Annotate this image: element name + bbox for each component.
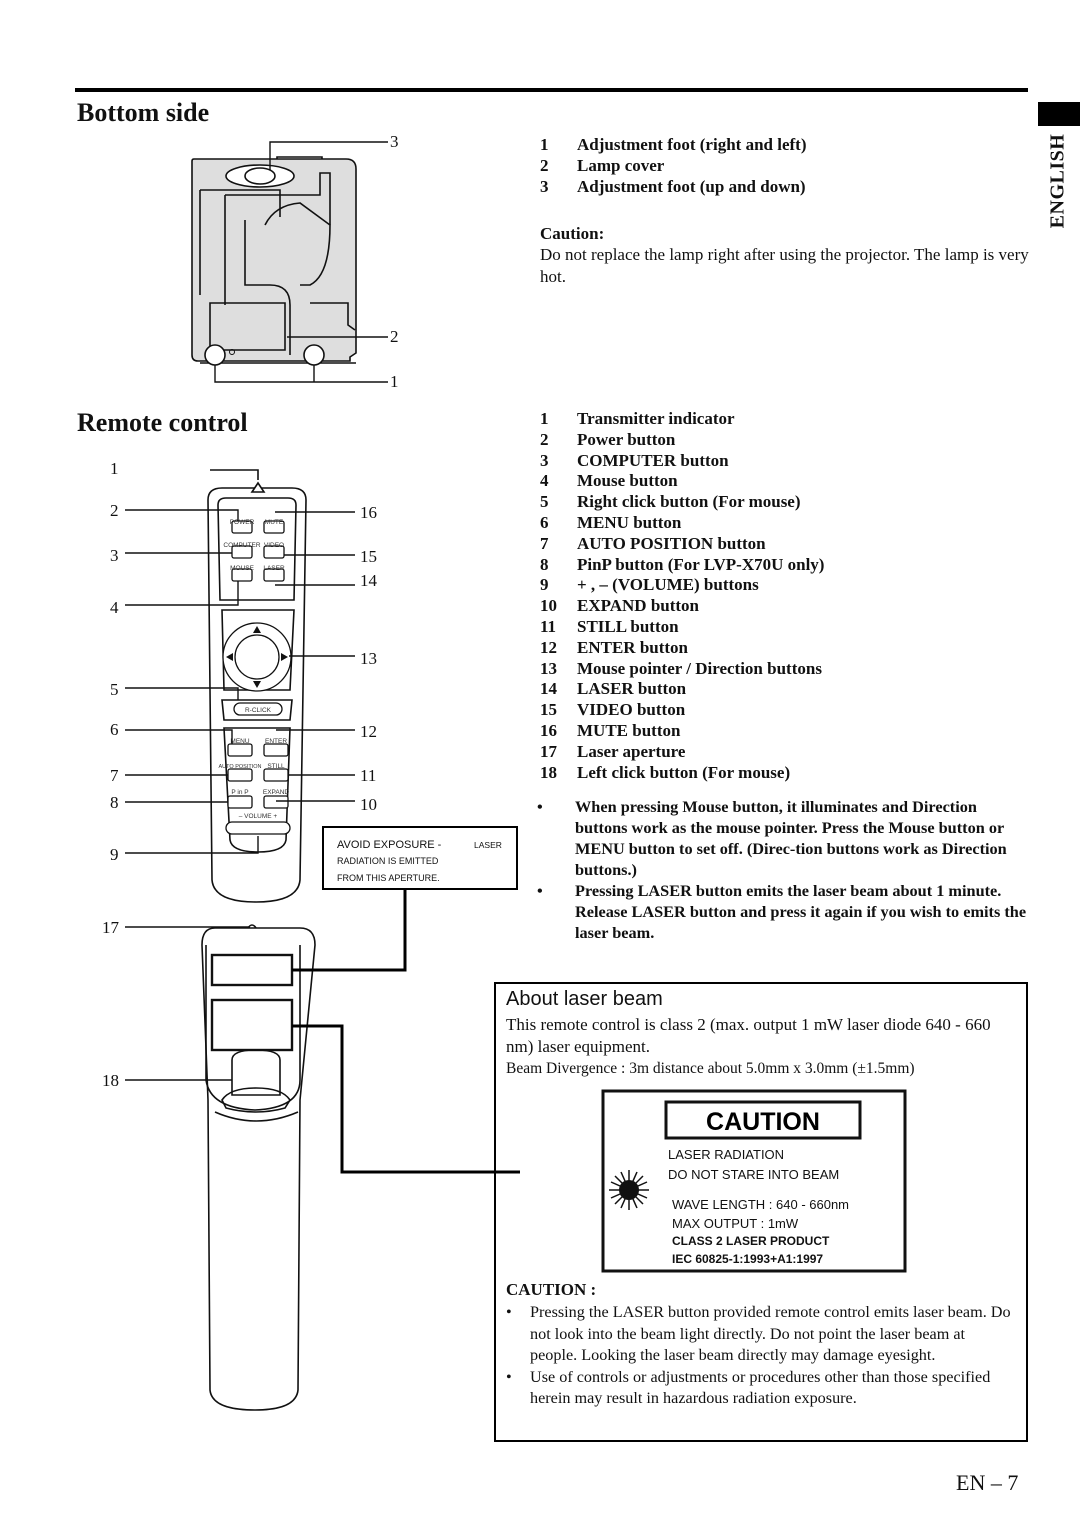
remote-parts-list: [540, 409, 824, 783]
bottom-caution-text: Do not replace the lamp right after using the projector. The lamp is very hot.: [540, 245, 1029, 286]
callout-remote-4: 4: [110, 598, 119, 617]
btn-label-pinp: P in P: [231, 789, 249, 796]
list-item: • Use of controls or adjustments or procedures other than those specified herein may result in hazardous radiation exposure.: [506, 1367, 991, 1408]
btn-label-video: VIDEO: [263, 542, 285, 549]
btn-label-computer: COMPUTER: [223, 542, 261, 549]
remote-notes: [537, 796, 1029, 943]
laser-warning-label: [600, 1088, 910, 1274]
page-number: EN – 7: [956, 1470, 1019, 1495]
callout-remote-9: 9: [110, 845, 119, 864]
list-item: 4 Mouse button: [540, 471, 678, 491]
callout-bottom-1: 1: [390, 372, 399, 391]
list-item: 2 Lamp cover: [540, 155, 665, 175]
bottom-side-parts-list: [540, 135, 806, 197]
language-tab: ENGLISH: [1046, 133, 1069, 229]
callout-remote-16: 16: [360, 503, 377, 522]
laser-label-line6: IEC 60825-1:1993+A1:1997: [672, 1252, 824, 1266]
callout-remote-18: 18: [102, 1071, 119, 1090]
list-item: 13 Mouse pointer / Direction buttons: [540, 658, 822, 678]
aperture-label-line3: FROM THIS APERTURE.: [337, 873, 440, 883]
list-item: 11 STILL button: [540, 616, 679, 636]
list-item: 16 MUTE button: [540, 720, 681, 740]
callout-remote-2: 2: [110, 501, 119, 520]
list-item: 1 Transmitter indicator: [540, 409, 735, 428]
callout-bottom-2: 2: [390, 327, 399, 346]
aperture-label-line1a: AVOID EXPOSURE -: [337, 839, 442, 851]
list-item: 5 Right click button (For mouse): [540, 492, 801, 512]
btn-label-power: POWER: [229, 519, 255, 526]
list-item: 18 Left click button (For mouse): [540, 762, 791, 782]
laser-caution-list: [506, 1302, 1016, 1410]
callout-remote-10: 10: [360, 795, 377, 814]
btn-label-mute: MUTE: [264, 519, 284, 526]
bottom-side-title: Bottom side: [77, 98, 210, 127]
list-item: 9 + , – (VOLUME) buttons: [540, 575, 759, 595]
list-item: 17 Laser aperture: [540, 741, 686, 761]
list-item: 14 LASER button: [540, 679, 687, 699]
list-item: • Pressing the LASER button provided remote control emits laser beam. Do not look into the beam light directly. Do not point the laser beam at people. Looking the laser beam directly may damage eyesight.: [506, 1303, 1011, 1365]
list-item: 2 Power button: [540, 429, 676, 449]
btn-label-laser: LASER: [263, 565, 285, 572]
callout-remote-12: 12: [360, 722, 377, 741]
btn-label-rclick: R-CLICK: [244, 707, 272, 714]
btn-label-autopos: AUTO POSITION: [218, 764, 262, 770]
about-laser-text: This remote control is class 2 (max. output 1 mW laser diode 640 - 660 nm) laser equipment.: [506, 1015, 991, 1056]
btn-label-menu: MENU: [230, 738, 250, 745]
callout-remote-7: 7: [110, 766, 119, 785]
aperture-label-line1b: LASER: [474, 840, 502, 850]
callout-remote-13: 13: [360, 649, 377, 668]
list-item: • Pressing LASER button emits the laser beam about 1 minute. Release LASER button and press it again if you wish to emits the laser beam.: [537, 881, 1027, 942]
btn-label-mouse: MOUSE: [230, 565, 254, 572]
callout-remote-14: 14: [360, 571, 377, 590]
callout-bottom-3: 3: [390, 132, 399, 151]
list-item: 6 MENU button: [540, 512, 682, 532]
list-item: 15 VIDEO button: [540, 700, 686, 720]
callout-remote-17: 17: [102, 918, 119, 937]
callout-remote-3: 3: [110, 546, 119, 565]
language-tab-marker: [1038, 102, 1080, 126]
laser-label-line3: WAVE LENGTH : 640 - 660nm: [672, 1197, 850, 1212]
remote-control-title: Remote control: [77, 408, 248, 437]
laser-label-caution: CAUTION: [706, 1108, 820, 1136]
laser-caution-title: CAUTION :: [506, 1280, 597, 1299]
btn-label-enter: ENTER: [264, 738, 288, 745]
list-item: • When pressing Mouse button, it illuminates and Direction buttons work as the mouse pointer. Press the Mouse button or MENU button to set off. (Direc-tion buttons work as Direction buttons.): [537, 797, 1007, 879]
btn-label-still: STILL: [267, 763, 285, 770]
laser-label-line5: CLASS 2 LASER PRODUCT: [672, 1234, 830, 1248]
list-item: 3 Adjustment foot (up and down): [540, 176, 806, 196]
laser-label-line2: DO NOT STARE INTO BEAM: [668, 1167, 840, 1182]
btn-label-volume: – VOLUME +: [238, 813, 278, 820]
callout-remote-6: 6: [110, 720, 119, 739]
list-item: 3 COMPUTER button: [540, 450, 729, 470]
bottom-caution-title: Caution:: [540, 224, 605, 243]
laser-label-line4: MAX OUTPUT : 1mW: [672, 1216, 799, 1231]
laser-label-line1: LASER RADIATION: [668, 1147, 785, 1162]
btn-label-expand: EXPAND: [262, 789, 290, 796]
callout-remote-1: 1: [110, 459, 119, 478]
callout-remote-11: 11: [360, 766, 377, 785]
list-item: 12 ENTER button: [540, 637, 689, 657]
callout-remote-8: 8: [110, 793, 119, 812]
callout-remote-15: 15: [360, 547, 377, 566]
remote-control-diagram: [0, 0, 520, 1528]
aperture-label-line2: RADIATION IS EMITTED: [337, 856, 439, 866]
list-item: 8 PinP button (For LVP-X70U only): [540, 554, 825, 574]
callout-remote-5: 5: [110, 680, 119, 699]
beam-divergence: Beam Divergence : 3m distance about 5.0mm x 3.0mm (±1.5mm): [506, 1060, 915, 1077]
laser-starburst-icon: [609, 1170, 649, 1210]
list-item: 10 EXPAND button: [540, 596, 700, 616]
about-laser-title: About laser beam: [506, 988, 663, 1010]
list-item: 7 AUTO POSITION button: [540, 533, 766, 553]
list-item: 1 Adjustment foot (right and left): [540, 135, 807, 154]
